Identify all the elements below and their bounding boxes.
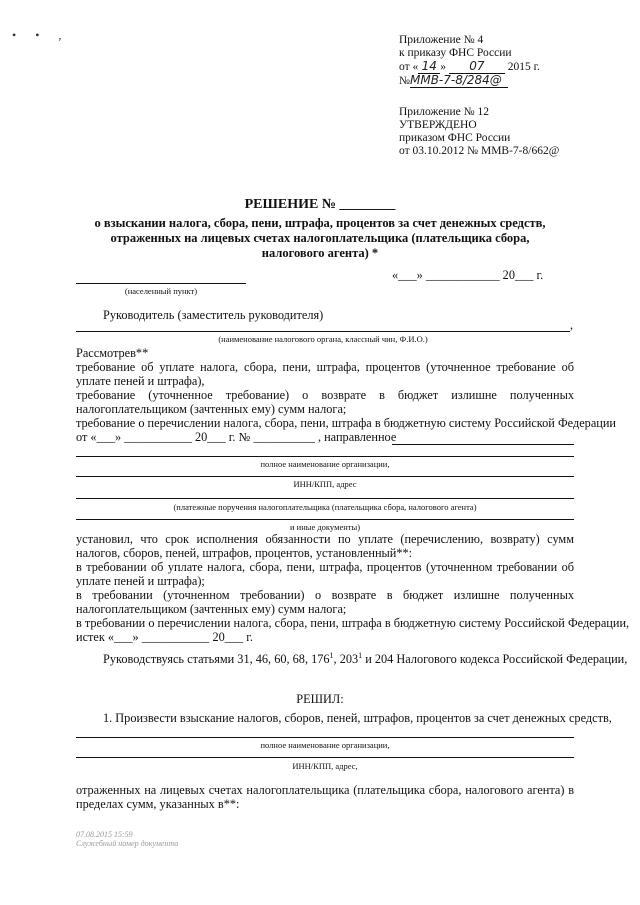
considered-label: Рассмотрев** [76,346,149,360]
handwritten-number: ММВ-7-8/284@ [410,74,508,88]
sent-to-line [392,444,574,445]
decided-org-line [76,737,574,738]
appendix4-block [399,34,540,88]
appendix4-line1: Приложение № 4 [399,34,484,46]
guided-by: Руководствуясь статьями 31, 46, 60, 68, $176^1$, $203^1$ и 204 Налогового кодекса Российской Федерации, [103,651,628,667]
established-p2: в требовании об уплате налога, сбора, пени, штрафа, процентов (уточненном требовании об уплате пеней и штрафа); [76,560,574,589]
appendix12-block [399,106,559,158]
org-line [76,456,574,457]
document-subtitle: о взыскании налога, сбора, пени, штрафа, процентов за счет денежных средств, отраженных на лицевых счетах налогоплательщика (плательщика сбора, налогового агента) * [94,216,546,260]
handwritten-month: 07 [449,60,505,74]
docs-line [76,519,574,520]
appendix12-line3: приказом ФНС России [399,132,511,144]
document-page: • • , Приложение № 4 к приказу ФНС России от « 14 » 07 2015 г. №ММВ-7-8/284@ Приложение № 12 УТВЕРЖДЕНО приказом ФНС России от 03.10.2012 № ММВ-7-8/662@ РЕШЕНИЕ № ________ о взыскании налога, сбора, пени, штрафа, процентов за счет денежных средств, отраженных на лицевых счетах налогоплательщика (плательщика сбора, налогового агента) * (населенный пункт) «___» ____________ 20___ г. Руководитель (заместитель руководителя) , (наименование налогового органа, классный чин, Ф.И.О.) Рассмотрев** требование об уплате налога, сбора, пени, штрафа, процентов (уточненное требование об уплате пеней и штрафа), требование (уточненное требование) о возврате в бюджет излишне полученных налогоплательщиком (зачтенных ему) сумм налога; требование о перечислении налога, сбора, пени, штрафа в бюджетную систему Российской Федерации от «___» ___________ 20___ г. № __________ , направленное полное наименование организации, ИНН/КПП, адрес (платежные поручения налогоплательщика (плательщика сбора, налогового агента) и иные документы) установил, что срок исполнения обязанности по уплате (перечислению, возврату) сумм налогов, сборов, пеней, штрафов, процентов, установленный**: в требовании об уплате налога, сбора, пени, штрафа, процентов (уточненном требовании об уплате пеней и штрафа); в требовании (уточненном требовании) о возврате в бюджет излишне полученных налогоплательщиком (зачтенных ему) сумм налога; в требовании о перечислении налога, сбора, пени, штрафа в бюджетную систему Российской Федерации, истек «___» ___________ 20___ г. Руководствуясь статьями 31, 46, 60, 68, $176^1$, $203^1$ и 204 Налогового кодекса Российской Федерации, РЕШИЛ: 1. Произвести взыскание налогов, сборов, пеней, штрафов, процентов за счет денежных средств, полное наименование организации, ИНН/КПП, адрес, отраженных на лицевых счетах налогоплательщика (плательщика сбора, налогового агента) в пределах сумм, указанных в**: 07.08.2015 15:59 Служебный номер документа [0,0,640,905]
decided-inn-line [76,757,574,758]
decided-inn-caption: ИНН/КПП, адрес, [292,761,358,771]
considered-p3: требование о перечислении налога, сбора, пени, штрафа в бюджетную систему Российской Федерации [76,416,617,430]
org-caption: полное наименование организации, [260,459,390,469]
head-caption: (наименование налогового органа, классный чин, Ф.И.О.) [218,334,428,344]
payments-caption: (платежные поручения налогоплательщика (плательщика сбора, налогового агента) [173,502,477,512]
established-p4: в требовании о перечислении налога, сбора, пени, штрафа в бюджетную систему Российской Федерации, [76,616,630,630]
head-label: Руководитель (заместитель руководителя) [103,308,324,322]
corner-marks: • • , [12,28,70,42]
considered-p1: требование об уплате налога, сбора, пени, штрафа, процентов (уточненное требование об уплате пеней и штрафа), [76,360,574,389]
decision-date: «___» ____________ 20___ г. [392,268,544,282]
appendix12-line1: Приложение № 12 [399,106,489,118]
place-line [76,283,246,284]
appendix4-date: от « 14 » 07 2015 г. [399,59,540,73]
considered-p2: требование (уточненное требование) о возврате в бюджет излишне полученных налогоплательщиком (зачтенных ему) сумм налога; [76,388,574,417]
decided-end: отраженных на лицевых счетах налогоплательщика (плательщика сбора, налогового агента) в пределах сумм, указанных в**: [76,783,574,812]
decided-org-caption: полное наименование организации, [260,740,390,750]
appendix12-line2: УТВЕРЖДЕНО [399,119,477,131]
payments-line [76,498,574,499]
established-p5: истек «___» ___________ 20___ г. [76,630,253,644]
inn-caption: ИНН/КПП, адрес [293,479,357,489]
registration-stamp: 07.08.2015 15:59 Служебный номер документа [76,830,179,848]
appendix12-line4: от 03.10.2012 № ММВ-7-8/662@ [399,145,560,157]
inn-line [76,476,574,477]
document-title: РЕШЕНИЕ № ________ [244,197,396,212]
handwritten-day: 14 [418,60,440,74]
appendix4-line2: к приказу ФНС России [399,47,512,59]
decided-item1: 1. Произвести взыскание налогов, сборов, пеней, штрафов, процентов за счет денежных средств, [103,711,612,725]
considered-p4: от «___» ___________ 20___ г. № __________ , направленное [76,430,397,444]
head-line [76,331,570,332]
decided-label: РЕШИЛ: [296,692,344,706]
established-p1: установил, что срок исполнения обязанности по уплате (перечислению, возврату) сумм налогов, сборов, пеней, штрафов, процентов, установленный**: [76,532,574,561]
docs-caption: и иные документы) [289,522,361,532]
place-caption: (населенный пункт) [124,286,198,296]
appendix4-number: №ММВ-7-8/284@ [399,74,540,88]
established-p3: в требовании (уточненном требовании) о возврате в бюджет излишне полученных налогоплательщиком (зачтенных ему) сумм налога; [76,588,574,617]
